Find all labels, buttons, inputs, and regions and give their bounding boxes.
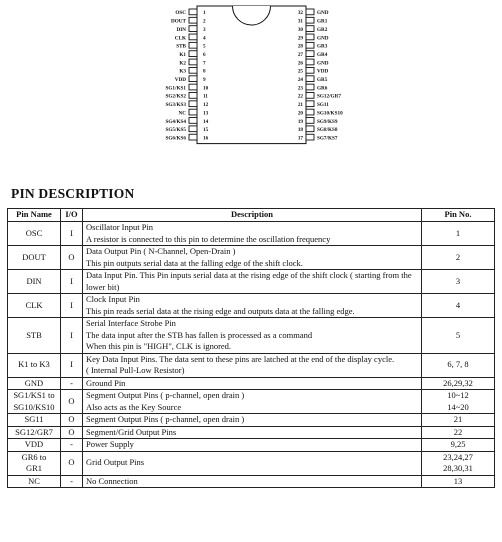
chip-pin-label-22: SG12/GR7 [317, 93, 341, 100]
pin-name-cell [8, 377, 61, 390]
description-cell [83, 451, 422, 475]
chip-pin-right-29 [306, 34, 314, 40]
chip-pin-label-7: K2 [179, 60, 186, 67]
pin-description-table [7, 208, 495, 488]
description-cell [83, 475, 422, 488]
chip-pin-label-15: SG5/KS5 [165, 127, 186, 134]
table-row [8, 246, 495, 270]
pin-number-cell-line: 2 [455, 251, 461, 262]
chip-pin-number-12: 12 [203, 102, 209, 109]
chip-pin-right-28 [306, 42, 314, 48]
chip-notch [233, 6, 271, 25]
pin-name-cell-line: DOUT [22, 251, 46, 262]
io-cell: I [61, 222, 83, 246]
chip-pin-number-6: 6 [203, 51, 206, 58]
chip-pin-left-15 [189, 126, 197, 132]
pin-number-cell-line: 3 [455, 275, 461, 286]
chip-pin-right-22 [306, 93, 314, 99]
pin-name-cell [8, 318, 61, 354]
chip-pin-label-14: SG4/KS4 [165, 118, 186, 125]
chip-pin-number-32: 32 [297, 10, 303, 17]
io-cell: O [61, 414, 83, 427]
description-cell-line: This pin outputs serial data at the falling edge of the shift clock. [86, 257, 303, 268]
chip-pin-number-2: 2 [203, 18, 206, 25]
pin-number-cell-line: 4 [455, 299, 461, 310]
pin-name-cell [8, 390, 61, 414]
chip-pin-number-19: 19 [297, 118, 303, 125]
chip-pin-right-20 [306, 109, 314, 115]
io-cell: - [61, 439, 83, 452]
chip-pin-number-29: 29 [297, 35, 303, 42]
description-cell-line: No Connection [86, 475, 138, 486]
pin-number-cell-line: 9,25 [450, 439, 466, 449]
table-row [8, 439, 495, 452]
chip-pin-label-26: GND [317, 60, 329, 67]
description-cell-line: Also acts as the Key Source [86, 401, 182, 412]
chip-body [197, 6, 306, 144]
chip-pin-left-8 [189, 67, 197, 73]
section-title: PIN DESCRIPTION [11, 186, 135, 201]
chip-pin-label-5: STB [176, 43, 186, 50]
chip-pin-number-31: 31 [297, 18, 303, 25]
chip-pin-left-5 [189, 42, 197, 48]
pin-name-cell-line: GR1 [25, 463, 43, 473]
chip-pin-label-8: K3 [179, 68, 186, 75]
chip-pin-left-7 [189, 59, 197, 65]
description-cell [83, 318, 422, 354]
chip-pin-label-32: GND [317, 10, 329, 17]
description-cell-line: Grid Output Pins [86, 457, 145, 468]
chip-pin-left-16 [189, 134, 197, 140]
pin-number-cell-line: 26,29,32 [443, 377, 473, 388]
pin-number-cell [422, 426, 495, 439]
chip-pin-right-25 [306, 67, 314, 73]
pin-name-cell [8, 414, 61, 427]
chip-pin-number-23: 23 [297, 85, 303, 92]
pin-number-cell [422, 270, 495, 294]
table-row [8, 294, 495, 318]
chip-pin-label-21: SG11 [317, 102, 329, 109]
description-cell-line: Ground Pin [86, 377, 126, 388]
chip-pin-number-1: 1 [203, 10, 206, 17]
pin-name-cell [8, 426, 61, 439]
chip-pin-label-29: GND [317, 35, 329, 42]
chip-pin-number-3: 3 [203, 26, 206, 33]
chip-pin-label-18: SG8/KS8 [317, 127, 338, 134]
header-description: Description [83, 209, 422, 222]
header-pin-no: Pin No. [422, 209, 495, 222]
io-cell: I [61, 318, 83, 354]
description-cell-line: This pin reads serial data at the rising edge and outputs data at the falling edge. [86, 305, 355, 316]
description-cell [83, 294, 422, 318]
chip-pin-label-17: SG7/KS7 [317, 135, 338, 142]
pin-number-cell-line: 21 [453, 414, 463, 424]
pin-number-cell-line: 13 [453, 475, 463, 486]
table-row [8, 414, 495, 427]
chip-pin-number-15: 15 [203, 127, 209, 134]
chip-pin-right-17 [306, 134, 314, 140]
pin-name-cell [8, 475, 61, 488]
chip-pin-number-20: 20 [297, 110, 303, 117]
chip-pin-number-26: 26 [297, 60, 303, 67]
pin-name-cell [8, 294, 61, 318]
chip-pin-number-30: 30 [297, 26, 303, 33]
pin-number-cell-line: 1 [455, 227, 461, 238]
table-row [8, 426, 495, 439]
io-cell: - [61, 377, 83, 390]
io-cell: O [61, 390, 83, 414]
chip-pin-left-10 [189, 84, 197, 90]
chip-pin-left-9 [189, 76, 197, 82]
chip-pin-number-22: 22 [297, 93, 303, 100]
description-cell-line: Serial Interface Strobe Pin [86, 318, 176, 328]
chip-pin-number-16: 16 [203, 135, 209, 142]
pin-number-cell-line: 23,24,27 [443, 451, 473, 462]
pin-name-cell-line: VDD [24, 439, 44, 449]
chip-pin-number-9: 9 [203, 77, 206, 83]
chip-pin-number-18: 18 [297, 127, 303, 134]
chip-pin-left-2 [189, 17, 197, 23]
io-cell: I [61, 270, 83, 294]
table-row [8, 222, 495, 246]
chip-pin-number-8: 8 [203, 68, 206, 75]
chip-pin-label-19: SG9/KS9 [317, 118, 338, 125]
pin-number-cell [422, 318, 495, 354]
chip-pin-right-32 [306, 9, 314, 15]
pin-name-cell-line: SG12/GR7 [15, 426, 53, 437]
chip-pin-label-25: VDD [317, 68, 329, 75]
pin-name-cell-line: STB [26, 329, 42, 340]
chip-pin-right-31 [306, 17, 314, 23]
ic-pinout-diagram [0, 0, 502, 180]
description-cell [83, 426, 422, 439]
chip-pin-right-18 [306, 126, 314, 132]
chip-pin-number-27: 27 [297, 51, 303, 58]
description-cell [83, 222, 422, 246]
io-cell: O [61, 426, 83, 439]
pin-name-cell [8, 246, 61, 270]
pin-name-cell-line: K1 to K3 [18, 359, 50, 370]
chip-pin-label-24: GR5 [317, 77, 328, 83]
description-cell-line: ( Internal Pull-Low Resistor) [86, 365, 185, 375]
pin-number-cell-line: 5 [455, 329, 461, 340]
chip-pin-label-6: K1 [179, 51, 186, 58]
header-pin-name: Pin Name [8, 209, 61, 222]
chip-pin-label-12: SG3/KS3 [165, 102, 186, 109]
description-cell [83, 246, 422, 270]
chip-pin-label-1: OSC [175, 10, 186, 17]
chip-pin-number-24: 24 [297, 77, 303, 83]
chip-pin-left-12 [189, 101, 197, 107]
chip-pin-label-4: CLK [174, 35, 186, 42]
chip-pin-label-16: SG6/KS6 [165, 135, 186, 142]
description-cell [83, 390, 422, 414]
pin-name-cell [8, 353, 61, 377]
chip-pin-number-10: 10 [203, 85, 209, 92]
chip-pin-left-4 [189, 34, 197, 40]
description-cell [83, 414, 422, 427]
chip-pin-label-27: GR4 [317, 51, 328, 58]
chip-pin-label-10: SG1/KS1 [165, 85, 186, 92]
header-io: I/O [61, 209, 83, 222]
pin-number-cell [422, 414, 495, 427]
pin-name-cell-line: GND [24, 377, 44, 388]
table-header-row [8, 209, 495, 222]
pin-number-cell [422, 451, 495, 475]
table-row [8, 318, 495, 354]
chip-pin-label-31: GR1 [317, 18, 328, 25]
description-cell-line: Key Data Input Pins. The data sent to these pins are latched at the end of the display cycle. [86, 353, 395, 364]
chip-pin-label-13: NC [178, 110, 186, 117]
chip-pin-right-23 [306, 84, 314, 90]
pin-number-cell-line: 28,30,31 [443, 463, 473, 473]
pin-number-cell [422, 222, 495, 246]
description-cell-line: Power Supply [86, 439, 134, 449]
chip-pin-right-27 [306, 51, 314, 57]
pin-name-cell [8, 270, 61, 294]
chip-pin-number-11: 11 [203, 93, 208, 100]
pin-name-cell-line: NC [28, 475, 40, 486]
chip-pin-number-21: 21 [297, 102, 303, 109]
pin-name-cell-line: CLK [25, 299, 43, 310]
table-row [8, 475, 495, 488]
pin-name-cell-line: OSC [25, 227, 43, 238]
table-row [8, 270, 495, 294]
io-cell: I [61, 294, 83, 318]
chip-pin-number-17: 17 [297, 135, 303, 142]
chip-pin-number-28: 28 [297, 43, 303, 50]
io-cell: O [61, 246, 83, 270]
chip-pin-right-30 [306, 26, 314, 32]
pin-number-cell [422, 475, 495, 488]
chip-pin-right-26 [306, 59, 314, 65]
pin-name-cell [8, 222, 61, 246]
chip-pin-right-19 [306, 118, 314, 124]
pin-name-cell-line: DIN [26, 275, 42, 286]
chip-pin-left-11 [189, 93, 197, 99]
description-cell-line: Data Output Pin ( N-Channel, Open-Drain ) [86, 246, 236, 256]
table-row [8, 390, 495, 414]
description-cell-line: Oscillator Input Pin [86, 222, 154, 232]
pin-number-cell [422, 439, 495, 452]
chip-pin-number-14: 14 [203, 118, 209, 125]
pin-number-cell-line: 14~20 [447, 401, 469, 412]
description-cell-line: When this pin is "HIGH", CLK is ignored. [86, 341, 232, 351]
chip-pin-number-13: 13 [203, 110, 209, 117]
io-cell: I [61, 353, 83, 377]
pin-number-cell [422, 390, 495, 414]
description-cell-line: Segment/Grid Output Pins [86, 426, 177, 437]
chip-pin-right-21 [306, 101, 314, 107]
chip-pin-label-23: GR6 [317, 85, 328, 92]
pin-name-cell-line: SG10/KS10 [13, 401, 55, 412]
pin-number-cell-line: 6, 7, 8 [447, 359, 469, 370]
chip-pin-left-13 [189, 109, 197, 115]
pin-number-cell [422, 294, 495, 318]
chip-pin-number-5: 5 [203, 43, 206, 50]
pin-name-cell [8, 451, 61, 475]
chip-pin-left-6 [189, 51, 197, 57]
pin-number-cell [422, 377, 495, 390]
io-cell: - [61, 475, 83, 488]
pin-name-cell [8, 439, 61, 452]
description-cell [83, 377, 422, 390]
description-cell-line: The data input after the STB has fallen is processed as a command [86, 329, 313, 340]
chip-pin-label-11: SG2/KS2 [165, 93, 186, 100]
chip-pin-label-9: VDD [174, 77, 186, 83]
chip-pin-left-1 [189, 9, 197, 15]
description-cell-line: Segment Output Pins ( p-channel, open drain ) [86, 414, 245, 424]
pin-number-cell [422, 246, 495, 270]
chip-pin-label-28: GR3 [317, 43, 328, 50]
pin-name-cell-line: GR6 to [21, 451, 47, 462]
table-row [8, 377, 495, 390]
chip-pin-number-25: 25 [297, 68, 303, 75]
pin-name-cell-line: SG11 [24, 414, 44, 424]
io-cell: O [61, 451, 83, 475]
chip-pin-label-2: DOUT [171, 18, 186, 25]
chip-pin-number-7: 7 [203, 60, 206, 67]
description-cell-line: Data Input Pin. This Pin inputs serial data at the rising edge of the shift clock ( starting from the lower bit) [86, 270, 412, 292]
chip-pin-label-20: SG10/KS10 [317, 110, 343, 117]
chip-pin-label-3: DIN [176, 26, 186, 33]
pin-number-cell [422, 353, 495, 377]
pin-number-cell-line: 22 [453, 426, 463, 437]
description-cell-line: Segment Output Pins ( p-channel, open drain ) [86, 390, 245, 400]
pin-number-cell-line: 10~12 [447, 390, 469, 400]
description-cell-line: A resistor is connected to this pin to determine the oscillation frequency [86, 233, 331, 244]
description-cell [83, 439, 422, 452]
table-row [8, 353, 495, 377]
description-cell [83, 353, 422, 377]
pin-name-cell-line: SG1/KS1 to [13, 390, 55, 400]
chip-pin-left-3 [189, 26, 197, 32]
table-row [8, 451, 495, 475]
chip-pin-left-14 [189, 118, 197, 124]
chip-pin-label-30: GR2 [317, 26, 328, 33]
description-cell [83, 270, 422, 294]
chip-pin-number-4: 4 [203, 35, 206, 42]
chip-pin-right-24 [306, 76, 314, 82]
description-cell-line: Clock Input Pin [86, 294, 140, 304]
